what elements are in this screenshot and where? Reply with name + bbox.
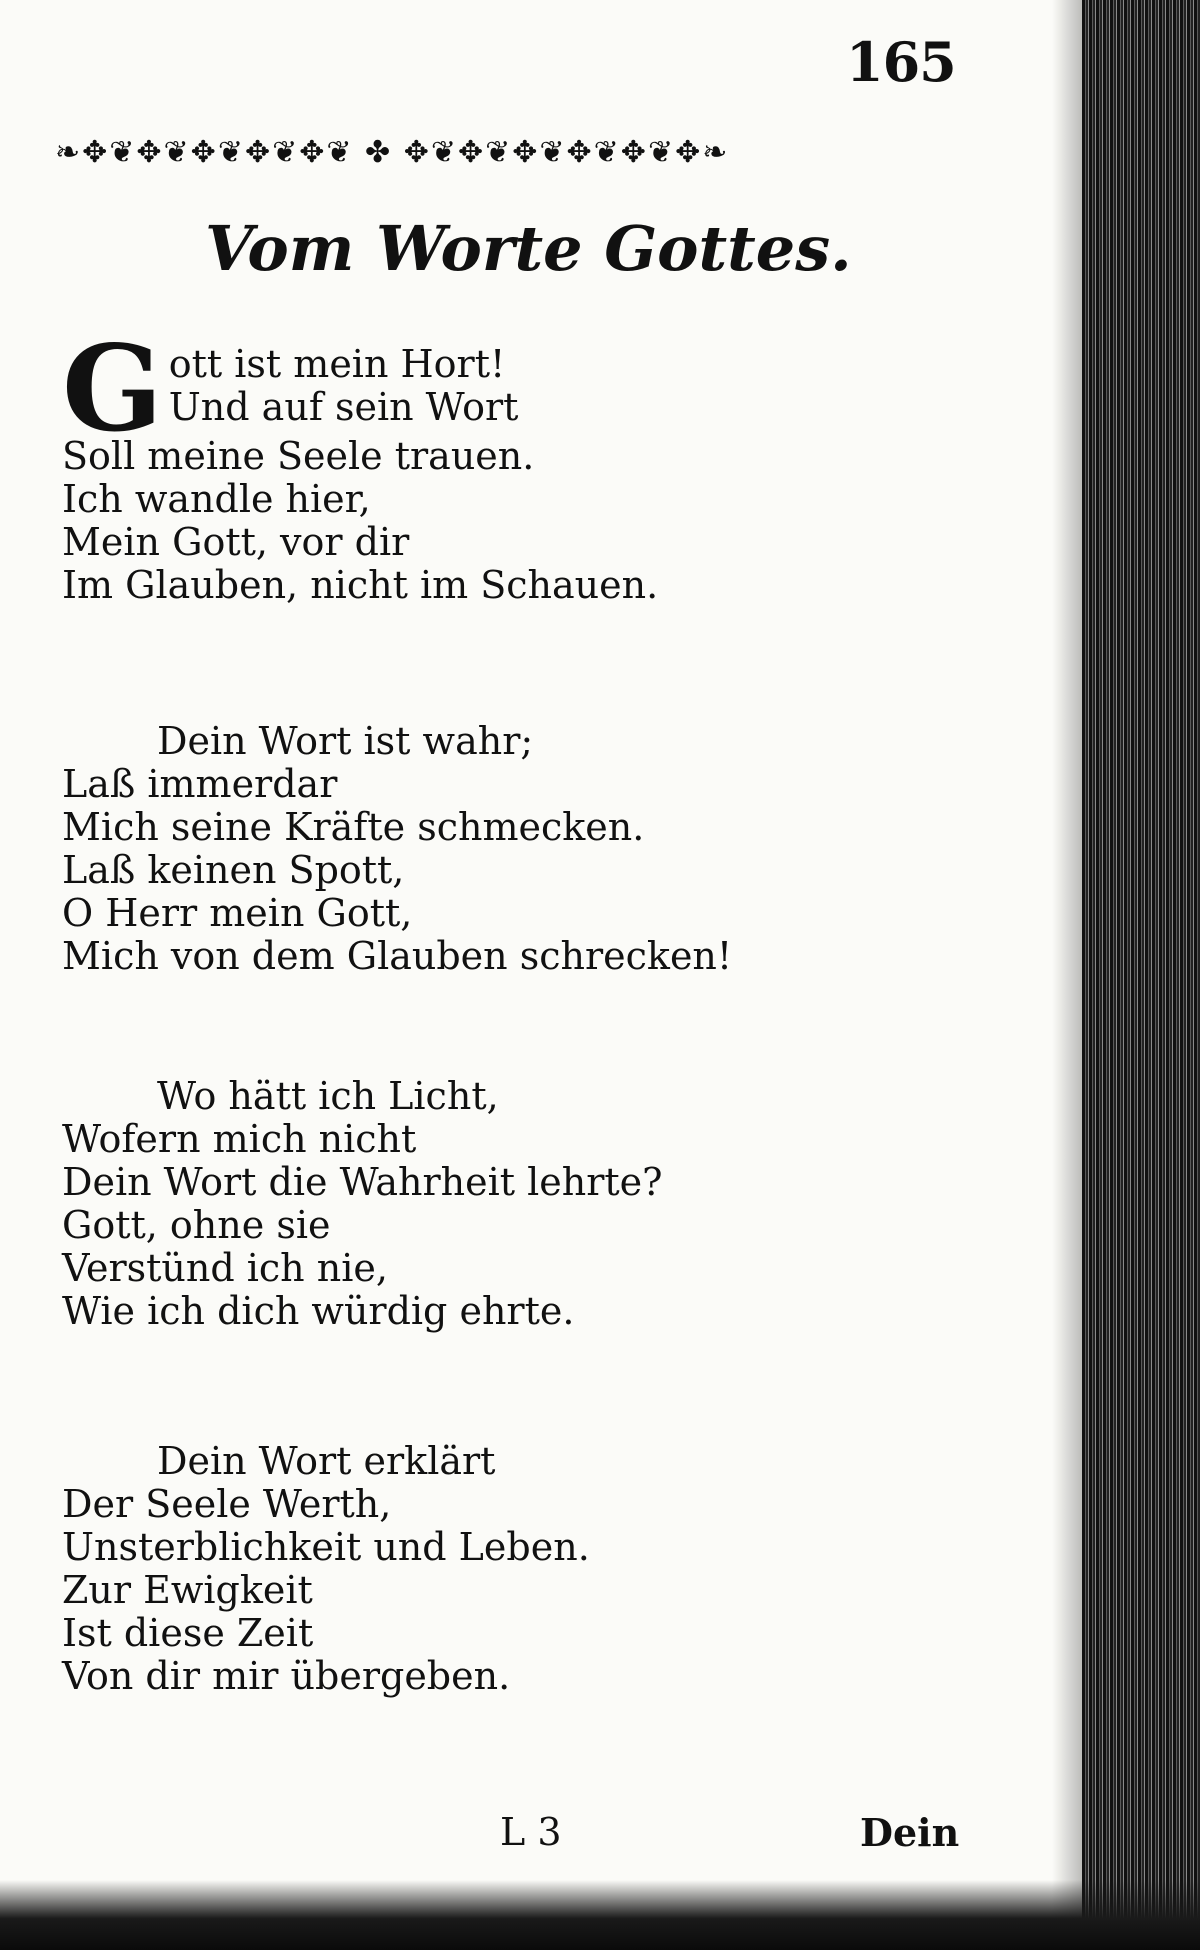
- verse-line: Soll meine Seele trauen.: [62, 434, 535, 478]
- verse-line: Wofern mich nicht: [62, 1117, 417, 1161]
- verse-line: Im Glauben, nicht im Schauen.: [62, 563, 659, 607]
- verse-line: Dein Wort die Wahrheit lehrte?: [62, 1160, 663, 1204]
- ornament-border: ❧✥❦✥❦✥❦✥❦✥❦ ✤ ✥❦✥❦✥❦✥❦✥❦✥❧: [55, 135, 730, 170]
- verse-line: Der Seele Werth,: [62, 1482, 392, 1526]
- stanza-4: [62, 1440, 590, 1698]
- drop-cap: G: [62, 319, 163, 458]
- verse-line: Ist diese Zeit: [62, 1611, 314, 1655]
- verse-line: Unsterblichkeit und Leben.: [62, 1525, 590, 1569]
- verse-line: Laß keinen Spott,: [62, 848, 405, 892]
- stanza-2: [62, 720, 732, 978]
- verse-line: Dein Wort ist wahr;: [157, 719, 534, 763]
- verse-line: Wie ich dich würdig ehrte.: [62, 1289, 575, 1333]
- stanza-3: [62, 1075, 663, 1333]
- page-edge-shadow: [1052, 0, 1082, 1950]
- verse-line: Gott, ohne sie: [62, 1203, 331, 1247]
- verse-line: Laß immerdar: [62, 762, 338, 806]
- verse-line: Wo hätt ich Licht,: [157, 1074, 499, 1118]
- verse-line: Dein Wort erklärt: [157, 1439, 496, 1483]
- verse-line: O Herr mein Gott,: [62, 891, 413, 935]
- book-edge: [1082, 0, 1200, 1950]
- catchword: Dein: [860, 1810, 960, 1855]
- verse-line: Und auf sein Wort: [168, 385, 519, 429]
- verse-line: ott ist mein Hort!: [168, 342, 506, 386]
- verse-line: Mich von dem Glauben schrecken!: [62, 934, 733, 978]
- verse-line: Zur Ewigkeit: [62, 1568, 313, 1612]
- signature-mark: L 3: [500, 1810, 562, 1854]
- hymn-title: Vom Worte Gottes.: [205, 212, 852, 285]
- stanza-1: [62, 319, 659, 607]
- verse-line: Mich seine Kräfte schmecken.: [62, 805, 645, 849]
- page-number: 165: [846, 30, 956, 94]
- verse-line: Von dir mir übergeben.: [62, 1654, 511, 1698]
- verse-line: Mein Gott, vor dir: [62, 520, 410, 564]
- bottom-shadow: [0, 1880, 1200, 1950]
- verse-line: Verstünd ich nie,: [62, 1246, 388, 1290]
- verse-line: Ich wandle hier,: [62, 477, 371, 521]
